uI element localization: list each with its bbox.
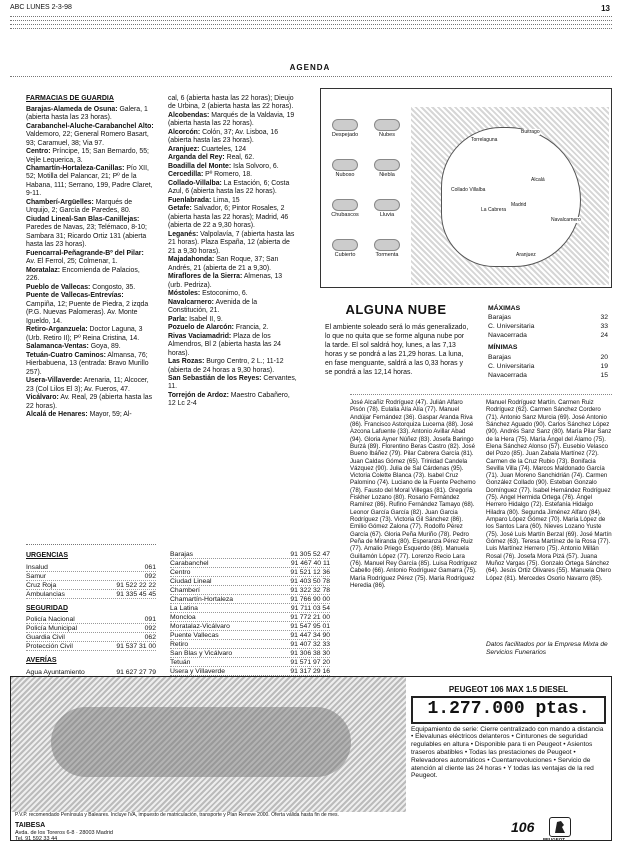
- phone-row: Samur 092: [26, 572, 156, 580]
- map-place-label: Torrelaguna: [471, 137, 498, 143]
- weather-legend-item: Despejado: [325, 119, 365, 139]
- weather-legend-item: Chubascos: [325, 199, 365, 219]
- town-phone-row: Chamberí 91 322 32 78: [170, 587, 330, 594]
- pharmacy-entry: San Sebastián de los Reyes: Cervantes, 11.: [168, 374, 297, 391]
- section-rule: [10, 76, 612, 77]
- pharmacy-entry: Boadilla del Monte: Isla Solvoro, 6.: [168, 162, 279, 170]
- weather-symbol-icon: [332, 119, 358, 131]
- town-phone-row: Tetuán 91 571 97 20: [170, 659, 330, 666]
- weather-map: [411, 107, 609, 285]
- phones-rule: [26, 544, 156, 545]
- madrid-region-shape: [441, 127, 581, 267]
- weather-legend-item: Cubierto: [325, 239, 365, 259]
- ad-fineprint: P.V.P. recomendado Península y Baleares. Incluye IVA, impuesto de matriculación, transporte y Plan Renove 2000. Oferta válida hasta fin de mes.: [15, 812, 339, 818]
- pharmacy-entry: Usera-Villaverde: Arenaria, 11; Alcocer, 23 (Col Lilos El 3); Av. Fueros, 47.: [26, 377, 149, 393]
- police-title: SEGURIDAD: [26, 604, 69, 612]
- pharmacy-entry: cal, 6 (abierta hasta las 22 horas); Dieujo de Urbina, 2 (abierta hasta las 22 horas).: [168, 95, 294, 111]
- phone-row: Policía Nacional 091: [26, 616, 156, 624]
- weather-map-panel: [320, 88, 612, 288]
- pharmacy-entry: Chamberí-Argüelles: Marqués de Urquijo, 2; García de Paredes, 80.: [26, 198, 133, 215]
- car-silhouette: [51, 707, 351, 777]
- min-title: MÍNIMAS: [488, 344, 518, 352]
- pharmacy-entry: Pozuelo de Alarcón: Francia, 2.: [168, 324, 269, 332]
- pharmacy-entry: Rivas Vaciamadrid: Plaza de los Almendros, Bl 2 (abierta hasta las 24 horas).: [168, 332, 281, 357]
- weather-symbol-icon: [332, 239, 358, 251]
- pharmacy-title: FARMACIAS DE GUARDIA: [26, 95, 114, 102]
- urgent-list: [26, 563, 156, 599]
- ad-copy: [411, 685, 606, 780]
- pharmacy-entry: Fuenlabrada: Lima, 15: [168, 196, 240, 204]
- pharmacy-entry: Collado-Villalba: La Estación, 6; Costa Azul, 6 (abierta hasta las 22 horas).: [168, 179, 290, 196]
- ad-price: 1.277.000 ptas.: [411, 696, 606, 723]
- max-temp-row: Navacerrada 24: [488, 332, 608, 340]
- town-phone-row: Ciudad Lineal 91 403 50 78: [170, 578, 330, 585]
- phone-row: Policía Municipal 092: [26, 625, 156, 633]
- phone-row: Cruz Roja 91 522 22 22: [26, 581, 156, 589]
- pharmacy-column-1: [26, 95, 154, 420]
- town-phones: [170, 550, 330, 685]
- town-phone-row: La Latina 91 711 03 54: [170, 605, 330, 612]
- weather-symbol-icon: [374, 119, 400, 131]
- phone-row: Ambulancias 91 335 45 45: [26, 590, 156, 598]
- weather-legend-item: Nubes: [367, 119, 407, 139]
- weather-symbol-icon: [374, 199, 400, 211]
- pharmacy-entry: Cercedilla: Pº Romero, 18.: [168, 171, 253, 179]
- phone-row: Protección Civil 91 537 31 00: [26, 643, 156, 651]
- page-number: 13: [601, 4, 610, 13]
- map-place-label: Collado Villalba: [451, 187, 486, 193]
- phone-row: Guardia Civil 062: [26, 634, 156, 642]
- peugeot-brand: PEUGEOT: [543, 837, 566, 841]
- phone-row: Agua Ayuntamiento 91 627 27 79: [26, 668, 156, 676]
- town-phone-row: Chamartín-Hortaleza 91 766 90 00: [170, 596, 330, 603]
- town-phone-row: Puente Vallecas 91 447 34 90: [170, 632, 330, 639]
- pharmacy-column-2: [168, 95, 298, 409]
- dealer-phone: Tel. 91 592 33 44: [15, 836, 58, 841]
- map-place-label: Buitrago: [521, 129, 540, 135]
- pharmacy-entry: Miraflores de la Sierra: Almenas, 13 (urb. Pedriza).: [168, 273, 283, 289]
- phone-row: Insalud 061: [26, 563, 156, 571]
- pharmacy-entry: Majadahonda: San Roque, 37; San Andrés, 21 (abierta de 21 a 9,30).: [168, 256, 279, 272]
- max-temp-row: Barajas 32: [488, 314, 608, 322]
- min-list: [488, 353, 608, 380]
- pharmacy-entry: Arganda del Rey: Real, 62.: [168, 154, 255, 162]
- pharmacy-entry: Tetuán-Cuatro Caminos: Almansa, 76; Hierbabuena, 13 (entrada: Bravo Murillo 257).: [26, 351, 149, 376]
- pharmacy-entry: Parla: Isabel II, 9.: [168, 315, 223, 323]
- obituaries-col-1: José Alcañiz Rodríguez (47). Julián Alfaro Pisón (78). Eulalia Alía Alía (77). Manuel Andújar Fernández (36). Gaspar Aranda Riva (86). Francisco Astorquiza Lucerna (88). José Azcona Lafuente (33). Antonio Avillar Abad (94). Gloria Ayner Núñez (83). Josefa Baringo Burzá (89). Florentino Beras Castro (82). José Bueno Ibáñez (79). Pilar Cabrera García (81). Juan Caldas Gómez (65). Trinidad Candela Vázquez (90). Julia de Sal Cárdenas (95). Victoria Colette Blanca (73). Isabel Cruz Palomino (74). Luciano de la Fuente Pechemo (78). Fausto del Moral Villegas (81). Gregoria Fiskher Lozano (80). Rosario Fernández Ramírez (86). Rufino Fernández Tamayo (68). Leonor García García (82). Juan Garcia Rodríguez (73). Victoria Gil Sánchez (86). Emilio Gómez Zalona (77). Rodolfo Pérez García (67). Gloria Peña Muriño (78). Pedro Peña de Miranda (80). Esperanza Pérez Ruiz (77). Amalio Priego Esquerdo (86). Manuela Guillamón López (77). Lorenzo Recio Lara (76). Manuel Rey García (85). Luisa Rodríguez Cabello (66). Antonio Rodríguez Gamarra (75). María Rodríguez Pérez (75). María Rodríguez Heredia (86).: [350, 399, 478, 589]
- pharmacy-entry: Móstoles: Estoconimo, 6.: [168, 290, 248, 298]
- pharmacy-entry: Las Rozas: Burgo Centro, 2 L.; 11-12 (abierta de 24 horas a 9,30 horas).: [168, 358, 284, 374]
- max-list: [488, 313, 608, 340]
- weather-symbol-icon: [374, 159, 400, 171]
- pharmacy-entry: Barajas-Alameda de Osuna: Galera, 1 (abierta hasta las 23 horas).: [26, 105, 148, 122]
- town-phone-row: Usera y Villaverde 91 317 29 16: [170, 668, 330, 675]
- min-temp-row: Navacerrada 15: [488, 371, 608, 379]
- town-phone-row: Moncloa 91 772 21 00: [170, 614, 330, 621]
- urgent-title: URGENCIAS: [26, 552, 69, 559]
- header-rule-2: [10, 20, 612, 21]
- town-phone-row: Barajas 91 305 52 47: [170, 551, 330, 558]
- dealer-name: TAIBESA: [15, 822, 46, 829]
- weather-legend-item: Nuboso: [325, 159, 365, 179]
- ad-model: PEUGEOT 106 MAX 1.5 DIESEL: [448, 685, 569, 694]
- pharmacy-entry: Pueblo de Vallecas: Congosto, 35.: [26, 283, 136, 291]
- weather-legend-item: Niebla: [367, 159, 407, 179]
- pharmacy-entry: Fuencarral-Peñagrande-Bº del Pilar: Av. El Ferrol, 25; Colmenar, 1.: [26, 249, 144, 266]
- map-place-label: Navalcarnero: [551, 217, 581, 223]
- max-title: MÁXIMAS: [488, 305, 521, 312]
- dealer-address: Avda. de los Toreros 6-8 · 28003 Madrid: [15, 830, 113, 836]
- pharmacy-entry: Puente de Vallecas-Entrevías: Campiña, 12; Puente de Piedra, 2 izqda (P.G. Nuevas Palomeras). Av. Monte Igueldo, 14.: [26, 292, 149, 325]
- ad-image: [11, 677, 406, 812]
- pharmacy-list-2: [168, 95, 298, 409]
- map-place-label: Alcalá: [531, 177, 545, 183]
- pharmacy-entry: Leganés: Valpolavía, 7 (abierta hasta las 21 horas). Plaza España, 12 (abierta de 21 a 9,30 horas).: [168, 230, 295, 255]
- map-place-label: Aranjuez: [516, 252, 536, 258]
- pharmacy-entry: Ciudad Lineal-San Blas-Canillejas: Paredes de Navas, 23; Telémaco, 8-10; Sambara 31; Ricardo Ortiz 131 (abierta hasta las 23 horas).: [26, 215, 147, 249]
- pharmacy-entry: Vicálvaro: Av. Real, 29 (abierta hasta las 22 horas).: [26, 394, 153, 410]
- min-temp-row: C. Universitaria 19: [488, 362, 608, 370]
- obituaries-col-2: Manuel Rodríguez Martín. Carmen Ruiz Rodríguez (62). Carmen Sánchez Cordero (71). Antonio Sanz Murcia (69). José Antonio Sánchez Aguado (90). Carlos Sánchez López (90). Andrés Sanz Sanz (80). María Pilar Sanz de la Hera (75). María Ángel del Álamo (75). Elena Sánchez Alonso (57). Eusebio Velasco del Pozo (85). Juan Zabala Martínez (72). Carmen de la Cruz Rubio (73). Bonifacia Sevilla Villa (74). Marcos Maldonado García (71). Juan Moreno Sanchidrián (74). Carmen González Collado (90). Esteban Gonzalo Domínguez (77). Isabel Hernández Rodríguez (75). Angel Hermida Ortega (76). Ángel Herrero Hidalgo (72). Estefanía Hidalgo Hiladra (80). Segunda Jiménez Alfaro (84). Amparo López Gómez (70). María López de los Santos Lara (60). Nieves Lozano Yuste (75). José Luis Martín Berzal (69). José Martín Gómez (63). Teresa Martínez de la Rosa (77). Luis Martínez Herrero (75). Antonio Millán Rosal (76). Josefa Mora Pizá (57). Juana Muñoz Vargas (75). Gonzalo Ortega Sánchez (64). Jesús Ortiz Olivares (55). Manuela Otero López (81). Mercedes Osorio Navarro (85).: [486, 399, 612, 582]
- town-phone-row: Moratalaz-Vicálvaro 91 547 95 01: [170, 623, 330, 630]
- map-place-label: Madrid: [511, 202, 527, 208]
- car-advertisement: [10, 676, 612, 841]
- police-list: [26, 615, 156, 651]
- town-phone-row: San Blas y Vicálvaro 91 306 38 30: [170, 650, 330, 657]
- town-list: [170, 550, 330, 685]
- min-temp-row: Barajas 20: [488, 353, 608, 361]
- header-rule-4: [10, 28, 612, 29]
- section-title: AGENDA: [289, 63, 331, 72]
- max-temp-row: C. Universitaria 33: [488, 323, 608, 331]
- pharmacy-entry: Aranjuez: Cuarteles, 124: [168, 145, 247, 153]
- pharmacy-entry: Carabanchel-Aluche-Carabanchel Alto: Valdemoro, 22; General Romero Basart, 93; Caramuel, 38; Via 97.: [26, 122, 154, 147]
- town-phone-row: Carabanchel 91 467 40 11: [170, 560, 330, 567]
- weather-headline: ALGUNA NUBE: [345, 302, 447, 317]
- peugeot-lion-icon: [549, 817, 571, 837]
- obituaries-footer: Datos facilitados por la Empresa Mixta de Servicios Funerarios: [486, 641, 608, 656]
- town-phone-row: Retiro 91 407 32 33: [170, 641, 330, 648]
- header-rule: [10, 16, 612, 17]
- pharmacy-entry: Retiro-Arganzuela: Doctor Laguna, 3 (Urb. Retiro II); Pº Reina Cristina, 14.: [26, 326, 143, 342]
- pharmacy-entry: Torrejón de Ardoz: Maestro Cabañero, 12 Lc 2-4: [168, 391, 290, 408]
- weather-symbol-icon: [332, 159, 358, 171]
- obituaries: [350, 394, 612, 664]
- page-date-header: ABC LUNES 2-3-98: [10, 4, 72, 11]
- weather-symbol-icon: [332, 199, 358, 211]
- weather-symbol-icon: [374, 239, 400, 251]
- pharmacy-entry: Alcalá de Henares: Mayor, 59; Al-: [26, 411, 132, 419]
- peugeot-106-badge: 106: [511, 819, 535, 835]
- weather-text: El ambiente soleado será lo más generalizado, lo que no quita que se forme alguna nube por la tarde. El sol saldrá hoy, lunes, a las 7,13 horas y se pondrá a las 21,29 horas. La luna, en fase menguante, saldrá a las 0,33 horas y se pondrá a las 12,14 horas.: [325, 324, 469, 376]
- pharmacy-entry: Alcorcón: Colón, 37; Av. Lisboa, 16 (abierta hasta las 23 horas).: [168, 128, 279, 145]
- pharmacy-entry: Chamartín-Hortaleza-Canillas: Pío XII, 52; Motilla del Palancar, 21; Pº de la Habana, 111; Serrano, 199, Padre Claret, 9-11.: [26, 165, 153, 198]
- temperatures: [488, 305, 608, 380]
- pharmacy-entry: Getafe: Salvador, 6; Pintor Rosales, 2 (abierta hasta las 22 horas); Madrid, 46 (abierta de 22 a 9,30 horas).: [168, 205, 289, 230]
- pharmacy-entry: Centro: Príncipe, 15; San Bernardo, 55; Vejle Lequerica, 3.: [26, 148, 149, 164]
- pharmacy-list-1: [26, 106, 154, 420]
- pharmacy-entry: Moratalaz: Encomienda de Palacios, 226.: [26, 266, 140, 283]
- town-phone-row: Centro 91 521 12 36: [170, 569, 330, 576]
- header-rule-3: [10, 24, 612, 25]
- pharmacy-entry: Alcobendas: Marqués de la Valdavia, 19 (abierta hasta las 22 horas).: [168, 111, 295, 128]
- map-place-label: La Cabrera: [481, 207, 507, 213]
- water-title: AVERÍAS: [26, 657, 57, 665]
- emergency-phones: [26, 552, 156, 677]
- pharmacy-entry: Salamanca-Ventas: Goya, 89.: [26, 343, 121, 351]
- weather-legend-item: Lluvia: [367, 199, 407, 219]
- pharmacy-entry: Navalcarnero: Avenida de la Constitución, 21.: [168, 298, 258, 315]
- weather-legend-item: Tormenta: [367, 239, 407, 259]
- ad-body: Equipamiento de serie: Cierre centralizado con mando a distancia • Elevalunas eléctricos delanteros • Cinturones de seguridad regulables en altura • Disponible para ti en Peugeot • Asientos traseros abatibles • Todas las prestaciones de Peugeot • Relevadores automáticos • Cuentarrevoluciones • Servicio de atención al cliente las 24 horas • Y todas las ventajas de la red Peugeot.: [411, 725, 604, 780]
